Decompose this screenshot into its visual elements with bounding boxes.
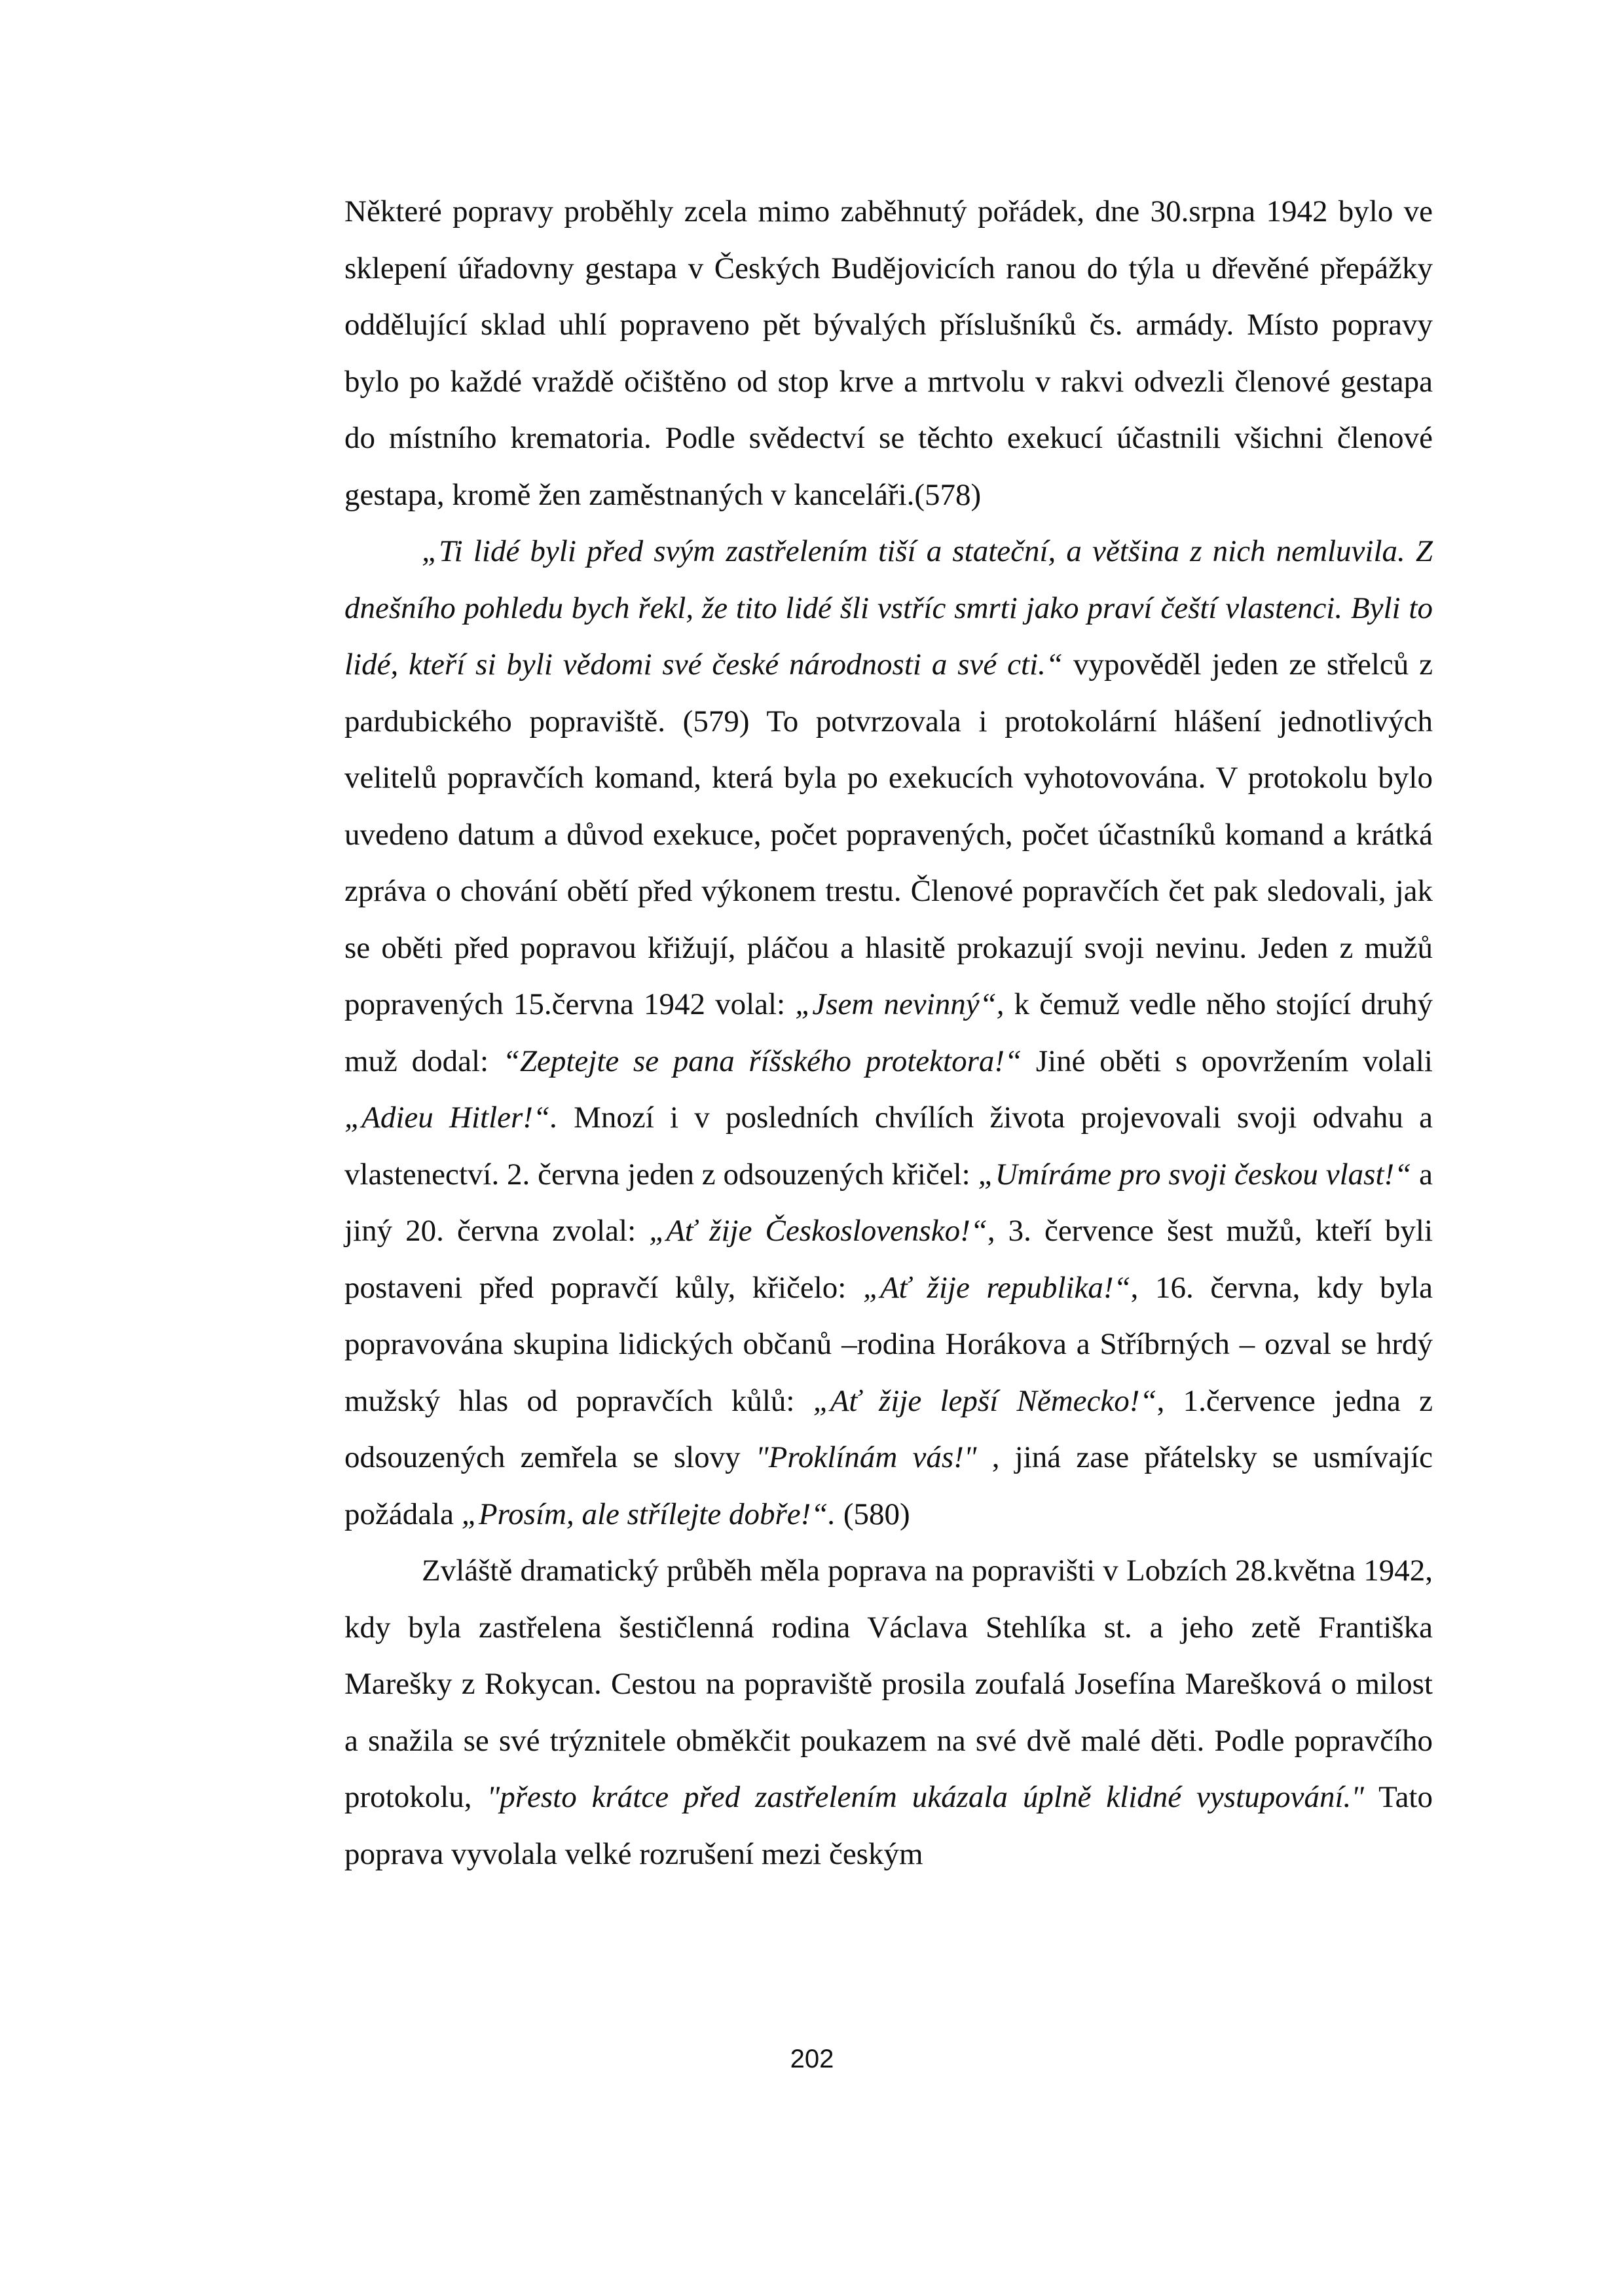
text-segment: , 16. června, kdy byla popravována skupina lidických občanů –rodina Horákova a Stříbrných – ozval se hrdý mužský hlas od popravčích kůlů: (344, 1270, 1433, 1418)
quote-text: „Ať žije lepší Německo!“ (813, 1383, 1157, 1418)
quote-text: „Jsem nevinný“, (795, 987, 1005, 1021)
paragraph-2 (344, 523, 1433, 1542)
quote-text: „Ať žije republika!“ (862, 1270, 1131, 1305)
page-number: 202 (790, 2045, 834, 2073)
quote-text: „Umíráme pro svoji českou vlast!“ (978, 1157, 1412, 1192)
text-segment: , 3. července šest mužů, kteří byli postaveni před popravčí kůly, křičelo: (344, 1214, 1433, 1305)
text-segment: vypověděl jeden ze střelců z pardubického popraviště. (579) To potvrzovala i protokolární hlášení jednotlivých velitelů popravčích komand, která byla po exekucích vyhotovována. V protokolu bylo uvedeno datum a důvod exekuce, počet popravených, počet účastníků komand a krátká zpráva o chování obětí před výkonem trestu. Členové popravčích čet pak sledovali, jak se oběti před popravou křižují, pláčou a hlasitě prokazují svoji nevinu. Jeden z mužů popravených 15.června 1942 volal: (344, 647, 1433, 1021)
paragraph-3 (344, 1542, 1433, 1882)
text-segment: Tato poprava vyvolala velké rozrušení mezi českým (344, 1780, 1433, 1871)
text-segment: k čemuž vedle něho stojící druhý muž dodal: (344, 987, 1433, 1078)
quote-text: “Zeptejte se pana říšského protektora!“ (502, 1044, 1022, 1078)
text-segment: Zvláště dramatický průběh měla poprava na popravišti v Lobzích 28.května 1942, kdy byla zastřelena šestičlenná rodina Václava Stehlíka st. a jeho zetě Františka Marešky z Rokycan. Cestou na popraviště prosila zoufalá Josefína Marešková o milost a snažila se své trýznitele obměkčit poukazem na své dvě malé děti. Podle popravčího protokolu, (344, 1554, 1433, 1814)
text-segment: (580) (836, 1497, 910, 1531)
paragraph-1 (344, 183, 1433, 523)
body-text (344, 183, 1433, 1882)
quote-text: „Prosím, ale střílejte dobře!“. (461, 1497, 836, 1531)
text-segment: Některé popravy proběhly zcela mimo zaběhnutý pořádek, dne 30.srpna 1942 bylo ve sklepení úřadovny gestapa v Českých Budějovicích ranou do týla u dřevěné přepážky oddělující sklad uhlí popraveno pět bývalých příslušníků čs. armády. Místo popravy bylo po každé vraždě očištěno od stop krve a mrtvolu v rakvi odvezli členové gestapa do místního krematoria. Podle svědectví se těchto exekucí účastnili všichni členové gestapa, kromě žen zaměstnaných v kanceláři.(578) (344, 194, 1433, 512)
text-segment: , 1.července jedna z odsouzených zemřela se slovy (344, 1383, 1433, 1474)
quote-text: "Proklínám vás!" (755, 1440, 977, 1474)
text-segment: , jiná zase přátelsky se usmívajíc požádala (344, 1440, 1433, 1531)
quote-text: „Ti lidé byli před svým zastřelením tiší a stateční, a většina z nich nemluvila. Z dnešního pohledu bych řekl, že tito lidé šli vstříc smrti jako praví čeští vlastenci. Byli to lidé, kteří si byli vědomi své české národnosti a své cti.“ (344, 534, 1433, 682)
quote-text: „Adieu Hitler!“. (344, 1101, 558, 1135)
quote-text: „Ať žije Československo!“ (649, 1214, 987, 1248)
text-segment: a jiný 20. června zvolal: (344, 1157, 1433, 1248)
text-segment: Mnozí i v posledních chvílích života projevovali svoji odvahu a vlastenectví. 2. června jeden z odsouzených křičel: (344, 1101, 1433, 1192)
text-segment: Jiné oběti s opovržením volali (1022, 1044, 1433, 1078)
quote-text: "přesto krátce před zastřelením ukázala úplně klidné vystupování." (487, 1780, 1365, 1814)
